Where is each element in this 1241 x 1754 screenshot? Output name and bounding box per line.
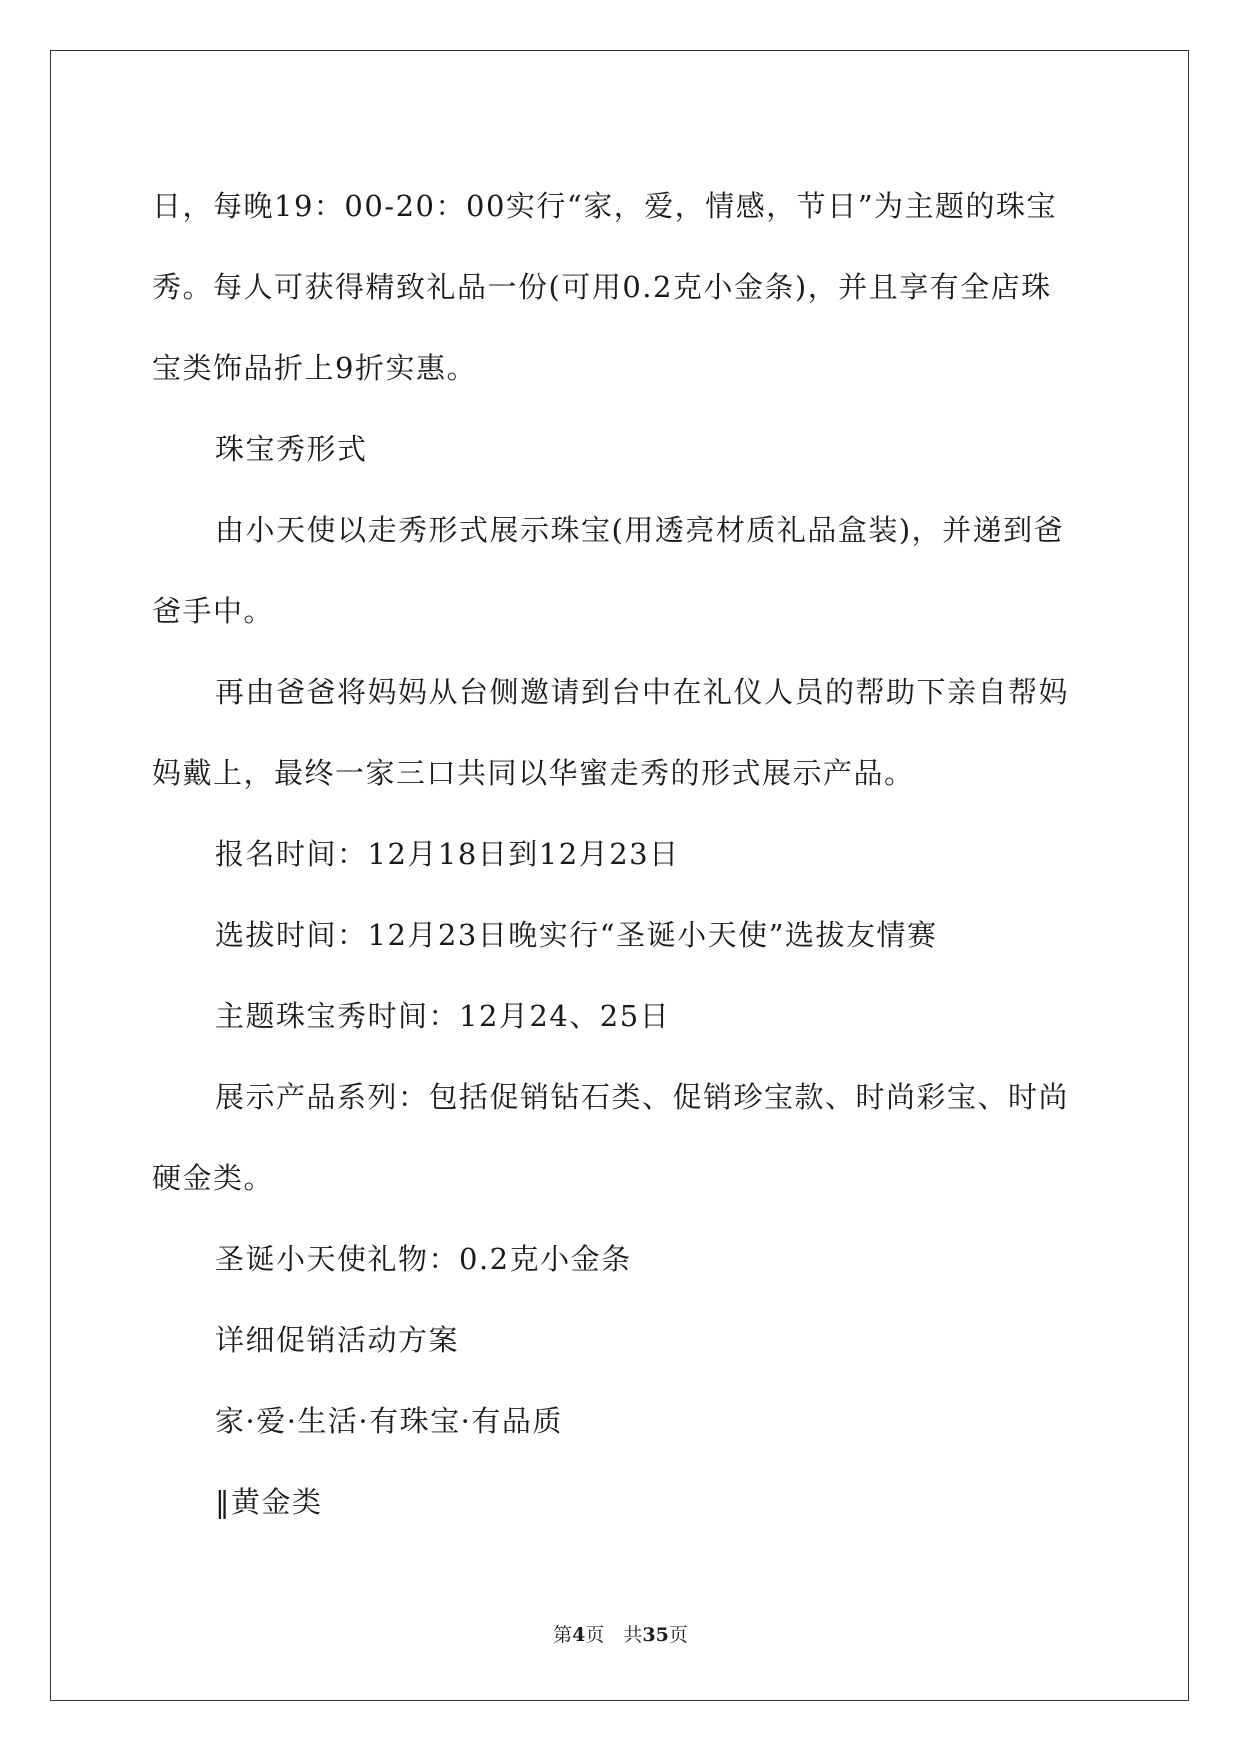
footer-suffix: 页 xyxy=(668,1624,688,1646)
footer-mid: 页 共 xyxy=(585,1624,643,1646)
body-line-1: 日，每晚19：00-20：00实行“家，爱，情感，节日”为主题的珠宝 xyxy=(152,189,1058,223)
product-series: 展示产品系列：包括促销钻石类、促销珍宝款、时尚彩宝、时尚 xyxy=(215,1080,1070,1114)
body-line-8: 妈戴上，最终一家三口共同以华蜜走秀的形式展示产品。 xyxy=(152,756,915,790)
current-page-number: 4 xyxy=(572,1624,586,1646)
body-line-2: 秀。每人可获得精致礼品一份(可用0.2克小金条)，并且享有全店珠 xyxy=(152,270,1052,304)
section-heading-jewelry-show-format: 珠宝秀形式 xyxy=(215,432,368,466)
total-page-number: 35 xyxy=(642,1624,669,1646)
body-line-7: 再由爸爸将妈妈从台侧邀请到台中在礼仪人员的帮助下亲自帮妈 xyxy=(215,675,1070,709)
page-footer xyxy=(0,1620,1241,1647)
body-line-13: 硬金类。 xyxy=(152,1161,275,1195)
body-line-3: 宝类饰品折上9折实惠。 xyxy=(152,351,477,385)
show-time: 主题珠宝秀时间：12月24、25日 xyxy=(215,999,671,1033)
section-heading-promotion-plan: 详细促销活动方案 xyxy=(215,1323,460,1357)
body-line-5: 由小天使以走秀形式展示珠宝(用透亮材质礼品盒装)，并递到爸 xyxy=(215,513,1065,547)
registration-time: 报名时间：12月18日到12月23日 xyxy=(215,837,680,871)
section-heading-gold: ‖黄金类 xyxy=(215,1485,323,1519)
selection-time: 选拔时间：12月23日晚实行“圣诞小天使”选拔友情赛 xyxy=(215,918,938,952)
document-body xyxy=(152,166,1090,1543)
slogan: 家·爱·生活·有珠宝·有品质 xyxy=(215,1404,563,1438)
footer-prefix: 第 xyxy=(553,1624,573,1646)
angel-gift: 圣诞小天使礼物：0.2克小金条 xyxy=(215,1242,632,1276)
body-line-6: 爸手中。 xyxy=(152,594,275,628)
